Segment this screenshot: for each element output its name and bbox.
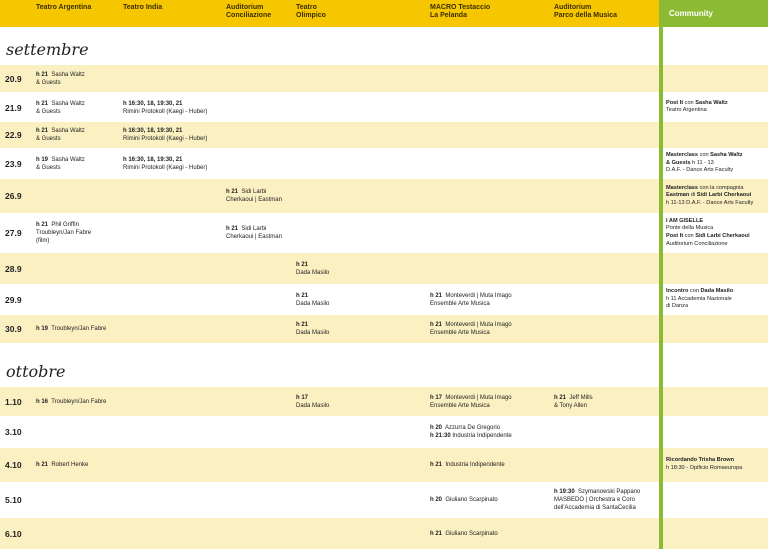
schedule-row [0, 416, 659, 448]
row-date: 30.9 [5, 324, 22, 334]
row-date: 20.9 [5, 73, 22, 84]
event-cell: h 17 Monteverdi | Muta Imago Ensemble Arte Musica [430, 394, 512, 409]
event-cell: h 21 Dada Masilo [296, 261, 330, 276]
schedule-row [0, 93, 659, 122]
column-header-3: Teatro Olimpico [296, 4, 326, 19]
event-cell: h 21 Phil Griffin Troubleyn/Jan Fabre (film) [36, 222, 92, 244]
schedule-row [0, 387, 659, 416]
event-cell: h 21 Dada Masilo [296, 322, 330, 336]
event-cell: h 21 Sidi Larbi Cherkaoui | Eastman [226, 189, 282, 203]
schedule-row [0, 253, 659, 284]
community-row [663, 65, 768, 92]
event-cell: h 21 Sasha Waltz & Guests [36, 128, 85, 142]
community-event: Incontro con Dada Masilo h 11 Accademia Nazionale di Danza [666, 288, 734, 310]
event-cell: h 21 Robert Henke [36, 462, 89, 468]
row-date: 26.9 [5, 191, 22, 201]
event-cell: h 21 Industria Indipendente [430, 462, 505, 468]
event-cell: h 19 Troubleyn/Jan Fabre [36, 326, 107, 332]
row-date: 28.9 [5, 263, 22, 274]
community-row [663, 518, 768, 549]
community-row [663, 253, 768, 284]
row-date: 1.10 [5, 396, 22, 407]
community-event: Masterclass con la compagnia Eastman di Sidi Larbi Cherkaoui h 11-13 D.A.F. - Dance Arts Faculty [666, 184, 754, 206]
row-date: 27.9 [5, 228, 22, 238]
community-divider [659, 0, 663, 549]
row-date: 22.9 [5, 130, 22, 140]
community-title: Community [669, 9, 713, 18]
row-date: 4.10 [5, 460, 22, 470]
community-event: Masterclass con Sasha Waltz & Guests h 11 - 13 D.A.F. - Dance Arts Faculty [666, 152, 743, 174]
schedule-row [0, 284, 659, 315]
event-cell: h 21 Monteverdi | Muta Imago Ensemble Arte Musica [430, 292, 512, 307]
month-heading-settembre: settembre [6, 40, 89, 59]
column-header-0: Teatro Argentina [36, 4, 92, 11]
community-row [663, 315, 768, 343]
schedule-row [0, 179, 659, 213]
schedule-row [0, 122, 659, 148]
column-header-2: Auditorium Conciliazione [226, 4, 272, 19]
row-date: 23.9 [5, 158, 22, 169]
schedule-row [0, 213, 659, 253]
column-header-4: MACRO Testaccio La Pelanda [430, 4, 491, 19]
community-event: I AM GISELLE Ponte della Musica Post It con Sidi Larbi Cherkaoui Auditorium Conciliazione [666, 217, 750, 247]
event-cell: h 21 Dada Masilo [296, 292, 330, 307]
event-cell: h 16:30, 18, 19:30, 21 Rimini Protokoll (Kaegi - Huber) [123, 156, 208, 171]
event-cell: h 16 Troubleyn/Jan Fabre [36, 398, 107, 405]
event-cell: h 21 Jeff Mills & Tony Allen [554, 394, 593, 409]
event-cell: h 21 Sasha Waltz & Guests [36, 71, 85, 86]
row-date: 6.10 [5, 528, 22, 539]
community-row [663, 122, 768, 148]
schedule-row [0, 518, 659, 549]
community-event: Post It con Sasha Waltz Teatro Argentina [666, 99, 728, 114]
schedule-row [0, 482, 659, 518]
row-date: 29.9 [5, 294, 22, 305]
community-header [660, 0, 768, 27]
event-cell: h 19 Sasha Waltz & Guests [36, 156, 85, 171]
event-cell: h 21 Giuliano Scarpinato [430, 530, 498, 537]
community-row [663, 416, 768, 448]
row-date: 5.10 [5, 495, 22, 505]
schedule-row [0, 315, 659, 343]
event-cell: h 16:30, 18, 19:30, 21 Rimini Protokoll (Kaegi - Huber) [123, 100, 208, 115]
event-cell: h 17 Dada Masilo [296, 394, 330, 409]
community-row [663, 482, 768, 518]
schedule-row [0, 448, 659, 482]
schedule-row [0, 148, 659, 179]
column-header-5: Auditorium Parco della Musica [554, 4, 618, 19]
community-row [663, 387, 768, 416]
event-cell: h 21 Sasha Waltz & Guests [36, 100, 85, 115]
schedule-row [0, 65, 659, 92]
row-date: 21.9 [5, 102, 22, 113]
community-event: Ricordando Trisha Brown h 18:30 - Opificio Romaeuropa [666, 457, 743, 471]
row-date: 3.10 [5, 427, 22, 437]
event-cell: h 21 Sidi Larbi Cherkaoui | Eastman [226, 226, 282, 240]
column-header-1: Teatro India [123, 4, 163, 11]
event-cell: h 20 Giuliano Scarpinato [430, 497, 498, 503]
event-cell: h 20 Azzurra De Gregorio h 21:30 Industria Indipendente [430, 425, 512, 439]
event-cell: h 21 Monteverdi | Muta Imago Ensemble Arte Musica [430, 322, 512, 336]
month-heading-ottobre: ottobre [6, 362, 66, 381]
event-cell: h 16:30, 18, 19:30, 21 Rimini Protokoll (Kaegi - Huber) [123, 128, 208, 142]
event-cell: h 19:30 Szymanowski Pappano MASBEDO | Orchestra e Coro dell'Accademia di SantaCecilia [554, 489, 641, 511]
